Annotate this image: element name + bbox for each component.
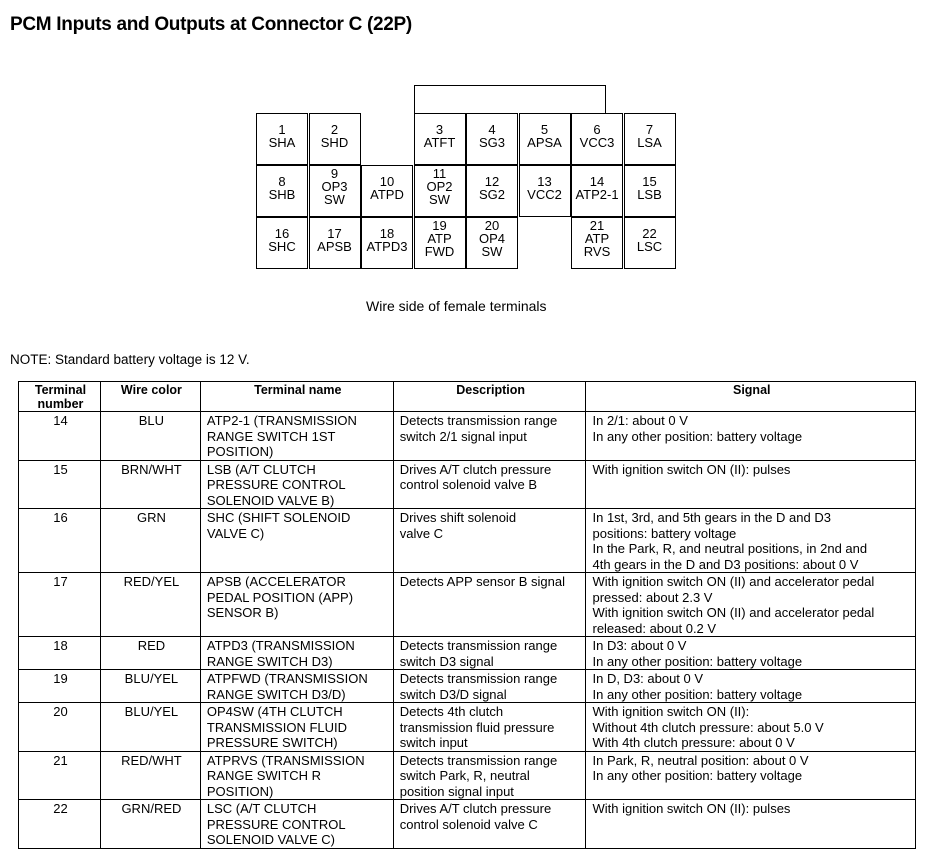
description-cell-line: Drives A/T clutch pressure <box>399 461 552 477</box>
terminal-number: 10 <box>379 174 395 189</box>
terminal-signal-name: SW <box>324 192 345 207</box>
terminal-signal-name: ATP <box>427 231 452 246</box>
terminal-signal-name: OP4 <box>478 231 505 246</box>
terminal-signal-name: LSB <box>637 187 662 202</box>
terminal-name-cell <box>200 703 393 752</box>
header-wire-color: Wire color <box>100 382 200 412</box>
signal-cell <box>586 412 916 461</box>
terminal-number: 5 <box>540 122 549 137</box>
terminal-name-cell-line: POSITION) <box>206 783 274 799</box>
terminal-number: 11 <box>432 166 447 181</box>
terminal-number-cell: 17 <box>19 573 101 637</box>
signal-cell-line: Without 4th clutch pressure: about 5.0 V <box>592 719 824 735</box>
connector-terminal-10 <box>361 165 413 217</box>
terminal-signal-name: LSC <box>636 239 663 254</box>
terminal-name-cell-line: LSB (A/T CLUTCH <box>206 461 316 477</box>
terminal-name-cell-line: PEDAL POSITION (APP) <box>206 589 354 605</box>
terminal-signal-name: OP2 <box>426 179 453 194</box>
terminal-name-cell-line: RANGE SWITCH D3/D) <box>206 686 346 702</box>
terminal-name-cell-line: SENSOR B) <box>206 605 279 620</box>
terminal-signal-name: SW <box>481 244 503 259</box>
description-cell <box>393 800 586 849</box>
description-cell-line: position signal input <box>399 783 514 799</box>
terminal-name-cell-line: ATPFWD (TRANSMISSION <box>206 671 368 686</box>
signal-cell-line: In any other position: battery voltage <box>592 768 803 783</box>
terminal-name-cell <box>200 670 393 703</box>
terminal-signal-name: SG2 <box>478 187 505 202</box>
connector-terminal-21 <box>571 217 623 269</box>
header-terminal-number: Terminal number <box>19 382 101 412</box>
terminal-number: 13 <box>537 174 552 189</box>
description-cell-line: switch D3 signal <box>399 653 494 669</box>
description-cell <box>393 751 586 800</box>
terminal-name-cell <box>200 751 393 800</box>
terminal-number: 4 <box>488 122 496 137</box>
terminal-name-cell-line: OP4SW (4TH CLUTCH <box>206 704 343 719</box>
connector-terminal-11 <box>414 165 466 217</box>
signal-cell <box>586 751 916 800</box>
signal-cell <box>586 637 916 670</box>
terminal-name-cell-line: RANGE SWITCH D3) <box>206 653 333 669</box>
terminal-signal-name: SHA <box>268 135 296 150</box>
terminal-number: 22 <box>642 226 657 241</box>
terminal-name-cell-line: TRANSMISSION FLUID <box>206 719 348 735</box>
description-cell <box>393 412 586 461</box>
terminal-name-cell-line: PRESSURE CONTROL <box>206 477 346 492</box>
terminal-name-cell-line: SHC (SHIFT SOLENOID <box>206 510 351 525</box>
signal-cell <box>586 670 916 703</box>
terminal-number: 20 <box>484 218 500 233</box>
terminal-name-cell <box>200 412 393 461</box>
table-row <box>19 800 916 849</box>
terminal-name-cell-line: PRESSURE CONTROL <box>206 816 346 832</box>
description-cell-line: Detects transmission range <box>399 671 558 686</box>
terminal-name-cell-line: RANGE SWITCH 1ST <box>206 428 336 444</box>
terminal-number-cell: 14 <box>19 412 101 461</box>
connector-terminal-6 <box>571 113 623 165</box>
terminal-number: 2 <box>330 122 339 137</box>
description-cell-line: switch input <box>399 735 468 750</box>
terminal-number-cell: 16 <box>19 509 101 573</box>
description-cell-line: Detects transmission range <box>399 638 558 653</box>
signal-cell <box>586 703 916 752</box>
terminal-number: 8 <box>278 174 286 189</box>
note-text: NOTE: Standard battery voltage is 12 V. <box>10 352 250 367</box>
signal-cell-line: In 1st, 3rd, and 5th gears in the D and D3 <box>592 510 831 525</box>
terminal-signal-name: SW <box>429 192 450 207</box>
connector-terminal-2 <box>309 113 361 165</box>
terminal-name-cell-line: SOLENOID VALVE B) <box>206 492 335 508</box>
signal-cell <box>586 800 916 849</box>
terminal-signal-name: ATP2-1 <box>575 187 619 202</box>
signal-cell-line: released: about 0.2 V <box>592 620 717 636</box>
terminal-number-cell: 18 <box>19 637 101 670</box>
connector-terminal-8 <box>256 165 308 217</box>
header-terminal-name: Terminal name <box>200 382 393 412</box>
terminal-name-cell-line: SOLENOID VALVE C) <box>206 832 335 847</box>
terminal-name-cell <box>200 509 393 573</box>
terminal-signal-name: ATPD <box>370 187 404 202</box>
wire-color-cell: RED/WHT <box>100 751 200 800</box>
description-cell-line: Detects transmission range <box>399 752 558 768</box>
wire-color-cell: BLU <box>100 412 200 461</box>
signal-cell <box>586 509 916 573</box>
description-cell <box>393 460 586 509</box>
terminal-signal-name: SHB <box>268 187 296 202</box>
header-description: Description <box>393 382 586 412</box>
signal-cell-line: In the Park, R, and neutral positions, in 2nd and <box>592 541 868 556</box>
terminal-name-cell <box>200 800 393 849</box>
signal-table <box>18 381 916 849</box>
terminal-number: 15 <box>642 174 657 189</box>
signal-cell-line: With ignition switch ON (II): <box>592 704 750 719</box>
wire-color-cell: GRN <box>100 509 200 573</box>
table-row <box>19 637 916 670</box>
terminal-signal-name: ATPD3 <box>366 239 408 254</box>
terminal-name-cell-line: POSITION) <box>206 444 274 459</box>
description-cell-line: transmission fluid pressure <box>399 719 555 735</box>
terminal-name-cell-line: ATP2-1 (TRANSMISSION <box>206 413 357 428</box>
terminal-number: 21 <box>589 218 605 233</box>
terminal-name-cell-line: ATPRVS (TRANSMISSION <box>206 752 365 768</box>
signal-cell-line: 4th gears in the D and D3 positions: about 0 V <box>592 556 859 572</box>
terminal-number: 16 <box>274 226 290 241</box>
terminal-signal-name: VCC2 <box>527 187 562 202</box>
signal-cell-line: pressed: about 2.3 V <box>592 589 713 605</box>
terminal-signal-name: SHD <box>320 135 349 150</box>
connector-terminal-19 <box>414 217 466 269</box>
connector-terminal-18 <box>361 217 413 269</box>
wire-color-cell: BLU/YEL <box>100 670 200 703</box>
terminal-name-cell-line: PRESSURE SWITCH) <box>206 735 338 750</box>
description-cell <box>393 703 586 752</box>
signal-cell-line: With ignition switch ON (II) and accelerator pedal <box>592 605 875 620</box>
description-cell-line: Detects transmission range <box>399 413 558 428</box>
signal-cell-line: positions: battery voltage <box>592 525 737 541</box>
connector-terminal-1 <box>256 113 308 165</box>
connector-terminal-12 <box>466 165 518 217</box>
description-cell <box>393 670 586 703</box>
terminal-name-cell <box>200 637 393 670</box>
wire-color-cell: GRN/RED <box>100 800 200 849</box>
terminal-number: 12 <box>484 174 500 189</box>
terminal-signal-name: APSB <box>317 239 352 254</box>
page-title: PCM Inputs and Outputs at Connector C (22P) <box>10 14 412 35</box>
signal-cell-line: In any other position: battery voltage <box>592 428 803 444</box>
wire-color-cell: RED/YEL <box>100 573 200 637</box>
connector-diagram <box>256 113 676 269</box>
header-signal: Signal <box>586 382 916 412</box>
connector-terminal-14 <box>571 165 623 217</box>
table-header-row <box>19 382 916 412</box>
wire-color-cell: BLU/YEL <box>100 703 200 752</box>
terminal-name-cell-line: RANGE SWITCH R <box>206 768 322 783</box>
description-cell-line: switch Park, R, neutral <box>399 768 530 783</box>
terminal-name-cell-line: APSB (ACCELERATOR <box>206 574 346 589</box>
table-row <box>19 509 916 573</box>
terminal-name-cell-line: ATPD3 (TRANSMISSION <box>206 638 355 653</box>
connector-terminal-3 <box>414 113 466 165</box>
terminal-signal-name: FWD <box>424 244 455 259</box>
signal-cell-line: In D, D3: about 0 V <box>592 671 704 686</box>
description-cell-line: Detects APP sensor B signal <box>399 574 565 589</box>
terminal-number: 7 <box>645 122 654 137</box>
terminal-signal-name: OP3 <box>321 179 348 194</box>
signal-cell-line: In any other position: battery voltage <box>592 653 803 669</box>
signal-cell-line: With ignition switch ON (II): pulses <box>592 801 791 816</box>
description-cell-line: switch D3/D signal <box>399 686 507 702</box>
terminal-number-cell: 15 <box>19 460 101 509</box>
terminal-number: 19 <box>432 218 447 233</box>
description-cell-line: Drives shift solenoid <box>399 510 517 525</box>
connector-terminal-9 <box>309 165 361 217</box>
terminal-signal-name: LSA <box>637 135 662 150</box>
wire-color-cell: BRN/WHT <box>100 460 200 509</box>
description-cell-line: switch 2/1 signal input <box>399 428 527 444</box>
terminal-name-cell <box>200 573 393 637</box>
terminal-signal-name: SG3 <box>478 135 505 150</box>
terminal-signal-name: ATP <box>584 231 610 246</box>
terminal-signal-name: APSA <box>527 135 562 150</box>
description-cell-line: control solenoid valve C <box>399 816 538 832</box>
signal-cell-line: In 2/1: about 0 V <box>592 413 688 428</box>
connector-caption: Wire side of female terminals <box>366 298 547 314</box>
table-row <box>19 703 916 752</box>
description-cell <box>393 573 586 637</box>
table-row <box>19 751 916 800</box>
terminal-number-cell: 22 <box>19 800 101 849</box>
table-row <box>19 573 916 637</box>
signal-cell-line: With 4th clutch pressure: about 0 V <box>592 735 795 750</box>
signal-cell-line: In Park, R, neutral position: about 0 V <box>592 752 809 768</box>
signal-cell-line: With ignition switch ON (II) and accelerator pedal <box>592 574 875 589</box>
description-cell-line: control solenoid valve B <box>399 477 538 492</box>
terminal-number: 1 <box>278 122 286 137</box>
connector-terminal-20 <box>466 217 518 269</box>
signal-cell-line: In D3: about 0 V <box>592 638 687 653</box>
terminal-number: 17 <box>327 226 342 241</box>
terminal-name-cell-line: VALVE C) <box>206 525 265 541</box>
connector-terminal-13 <box>519 165 571 217</box>
terminal-number: 3 <box>435 122 444 137</box>
description-cell-line: Detects 4th clutch <box>399 704 504 719</box>
terminal-number: 14 <box>589 174 605 189</box>
terminal-number: 9 <box>330 166 339 181</box>
wire-color-cell: RED <box>100 637 200 670</box>
connector-terminal-16 <box>256 217 308 269</box>
connector-terminal-15 <box>624 165 676 217</box>
description-cell <box>393 637 586 670</box>
table-row <box>19 460 916 509</box>
connector-terminal-4 <box>466 113 518 165</box>
signal-cell-line: With ignition switch ON (II): pulses <box>592 461 791 477</box>
terminal-signal-name: RVS <box>583 244 611 259</box>
terminal-number-cell: 20 <box>19 703 101 752</box>
terminal-signal-name: ATFT <box>423 135 456 150</box>
terminal-signal-name: VCC3 <box>579 135 615 150</box>
description-cell-line: Drives A/T clutch pressure <box>399 801 552 816</box>
description-cell <box>393 509 586 573</box>
connector-terminal-7 <box>624 113 676 165</box>
connector-lock-tab <box>414 85 606 113</box>
signal-cell-line: In any other position: battery voltage <box>592 686 803 702</box>
signal-cell <box>586 460 916 509</box>
terminal-number: 6 <box>593 122 601 137</box>
terminal-number-cell: 21 <box>19 751 101 800</box>
description-cell-line: valve C <box>399 525 444 541</box>
terminal-name-cell <box>200 460 393 509</box>
connector-terminal-5 <box>519 113 571 165</box>
connector-terminal-22 <box>624 217 676 269</box>
terminal-name-cell-line: LSC (A/T CLUTCH <box>206 801 317 816</box>
terminal-number: 18 <box>379 226 395 241</box>
table-row <box>19 670 916 703</box>
connector-terminal-17 <box>309 217 361 269</box>
table-row <box>19 412 916 461</box>
terminal-signal-name: SHC <box>268 239 296 254</box>
terminal-number-cell: 19 <box>19 670 101 703</box>
signal-cell <box>586 573 916 637</box>
